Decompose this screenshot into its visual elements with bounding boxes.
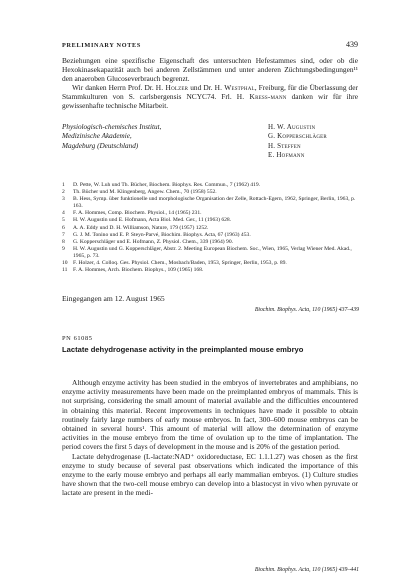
author-list <box>268 123 368 161</box>
reference-item <box>62 225 360 232</box>
page-header <box>62 40 358 49</box>
reference-item <box>62 239 360 246</box>
reference-text: B. Hess, Symp. über funktionelle und morphologische Organisation der Zelle, Rottach-Egern, 1962, Springer, Berlin, 1963, p. 163. <box>73 196 356 210</box>
reference-text: H. W. Augustin und E. Hofmann, Acta Biol. Med. Ger., 11 (1963) 628. <box>73 217 232 224</box>
reference-text: A. A. Eddy und D. H. Williamson, Nature, 179 (1957) 1252. <box>73 224 209 231</box>
reference-number: 3 <box>62 196 65 203</box>
affiliation-line: Physiologisch-chemisches Institut, <box>62 123 162 131</box>
reference-text: F. Holzer, 4. Colloq. Ges. Physiol. Chem., Mosbach/Baden, 1953, Springer, Berlin, 1953, p. 89. <box>73 260 287 267</box>
reference-text: G. J. M. Tonino und E. P. Steyn-Parvé, Biochim. Biophys. Acta, 67 (1963) 453. <box>73 231 251 238</box>
ack-text-3: , Freiburg, für die Überlassung der Stammkulturen von S. carlsbergensis NCYC74. Frl. <box>62 83 358 102</box>
author-name: E. Hofmann <box>268 151 305 160</box>
ack-name-holzer: H. Holzer <box>155 83 189 92</box>
author-name: H. W. Augustin <box>268 123 316 131</box>
reference-item <box>62 246 360 260</box>
acknowledgement-paragraph <box>62 83 358 111</box>
author-name: G. Kopperschläger <box>268 132 327 141</box>
journal-citation-bottom: Biochim. Biophys. Acta, 110 (1965) 439–441 <box>254 567 359 573</box>
reference-number: 5 <box>62 217 65 224</box>
reference-number: 9 <box>62 245 65 252</box>
ack-name-westphal: H. Westphal <box>214 83 255 92</box>
article-title: Lactate dehydrogenase activity in the preimplanted mouse embryo <box>62 345 304 354</box>
reference-number: 8 <box>62 238 65 245</box>
ack-text-1: Wir danken Herrn Prof. Dr. <box>72 83 156 92</box>
affiliation-block <box>62 123 242 151</box>
reference-number: 6 <box>62 224 65 231</box>
reference-number: 7 <box>62 231 65 238</box>
article-id: PN 61085 <box>62 335 93 342</box>
reference-text: Th. Bücher und M. Klingenberg, Angew. Chem., 70 (1958) 552. <box>73 189 217 196</box>
reference-item <box>62 196 360 210</box>
received-date: Eingegangen am 12. August 1965 <box>62 294 165 303</box>
reference-item <box>62 267 360 274</box>
affiliation-line: Magdeburg (Deutschland) <box>62 141 139 150</box>
reference-item <box>62 232 360 239</box>
reference-text: G. Kopperschläger und E. Hofmann, Z. Physiol. Chem., 339 (1964) 90. <box>73 238 234 245</box>
ack-text-4: danken wir für ihre gewissenhafte technische Mitarbeit. <box>62 92 358 111</box>
author-name: H. Steffen <box>268 141 301 150</box>
reference-text: D. Pette, W. Luh und Th. Bücher, Biochem. Biophys. Res. Commun., 7 (1962) 419. <box>73 182 261 188</box>
ack-text-2: und Dr. <box>188 83 215 92</box>
reference-text: F. A. Hommes, Arch. Biochem. Biophys., 109 (1965) 168. <box>73 267 204 274</box>
article-body <box>62 378 358 498</box>
reference-number: 10 <box>62 260 68 267</box>
running-head: PRELIMINARY NOTES <box>62 42 142 49</box>
journal-citation-top: Biochim. Biophys. Acta, 110 (1965) 437–439 <box>254 307 359 313</box>
ack-name-kressmann: H. Kress-mann <box>236 92 287 102</box>
intro-paragraph-1: Beziehungen eine spezifische Eigenschaft des untersuchten Hefestammes sind, oder ob die Hexokinasekapazität auch bei anderen Zellstämmen und unter anderen Züchtungsbedingungen¹¹ den anaeroben Glucoseverbrauch begrenzt. <box>62 56 358 84</box>
body-paragraph: Although enzyme activity has been studied in the embryos of invertebrates and amphibians, no enzyme activity measurements have been made on the preimplanted embryos of mammals. This is not surprising, considering the small amount of material available and the difficulties encountered in obtaining this material. Recent improvements in techniques have made it possible to obtain routinely fairly large numbers of early mouse embryos. In fact, 300–600 mouse embryos can be obtained in several hours¹. This amount of material will allow the determination of enzyme activities in the mouse embryo from the time of ovulation up to the time of implantation. The period covers the first 5 days of development in the mouse and is 20% of the gestation period. <box>62 378 358 452</box>
reference-text: F. A. Hommes, Comp. Biochem. Physiol., 14 (1965) 231. <box>73 210 202 217</box>
reference-number: 11 <box>62 267 68 274</box>
page-number: 439 <box>346 40 358 49</box>
affiliation-line: Medizinische Akademie, <box>62 132 132 141</box>
body-paragraph: Lactate dehydrogenase (L-lactate:NAD⁺ oxidoreductase, EC 1.1.1.27) was chosen as the first enzyme to study because of several past observations which indicated the importance of this enzyme to the early mouse embryo and perhaps all early mammalian embryos. (1) Culture studies have shown that the two-cell mouse embryo can develop into a blastocyst in vivo when pyruvate or lactate are present in the medi- <box>62 451 358 498</box>
reference-number: 4 <box>62 210 65 217</box>
reference-list <box>62 182 360 274</box>
reference-text: H. W. Augustin und G. Kopperschläger, Abstr. 2. Meeting European Biochem. Soc., Wien, 1965, Verlag Wiener Med. Akad., 1965, p. 73. <box>73 245 352 259</box>
reference-number: 2 <box>62 189 65 196</box>
reference-item <box>62 217 360 224</box>
reference-number: 1 <box>62 182 65 188</box>
